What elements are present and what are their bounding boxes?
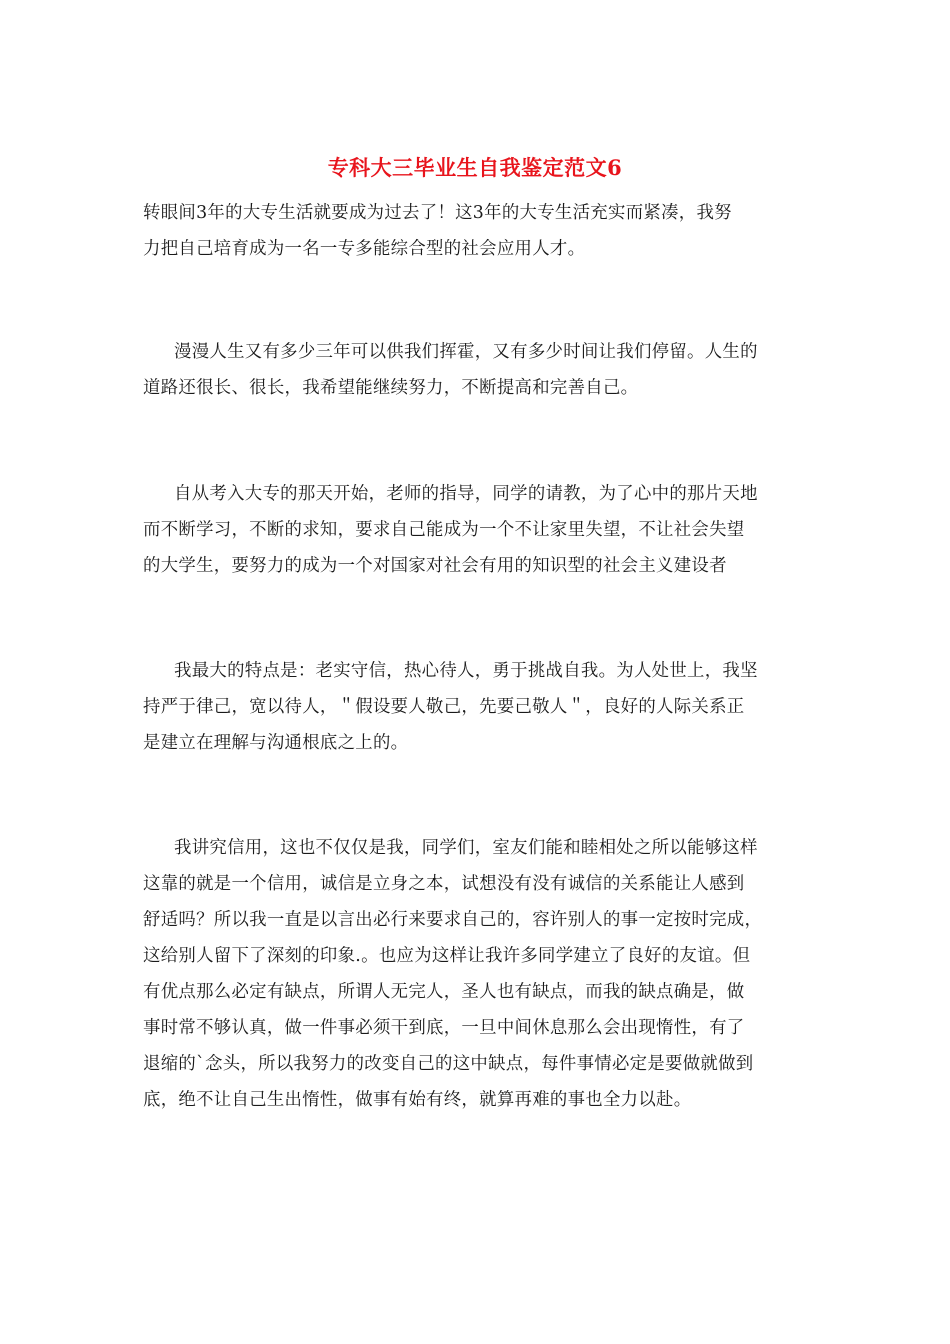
- paragraph-line: 退缩的`念头，所以我努力的改变自己的这中缺点，每件事情必定是要做就做到: [143, 1054, 754, 1074]
- paragraph-5: [143, 830, 807, 1118]
- paragraph-line: 这靠的就是一个信用，诚信是立身之本，试想没有没有诚信的关系能让人感到: [143, 874, 745, 894]
- paragraph-line: 转眼间3年的大专生活就要成为过去了！这3年的大专生活充实而紧凑，我努: [143, 203, 732, 223]
- paragraph-line: 道路还很长、很长，我希望能继续努力，不断提高和完善自己。: [143, 378, 639, 398]
- paragraph-line: 力把自己培育成为一名一专多能综合型的社会应用人才。: [143, 239, 586, 259]
- paragraph-line: 自从考入大专的那天开始，老师的指导，同学的请教，为了心中的那片天地: [174, 484, 758, 504]
- paragraph-line: 持严于律己，宽以待人，＂假设要人敬己，先要己敬人＂，良好的人际关系正: [143, 697, 745, 717]
- paragraph-line: 漫漫人生又有多少三年可以供我们挥霍，又有多少时间让我们停留。人生的: [174, 342, 758, 362]
- paragraph-line: 有优点那么必定有缺点，所谓人无完人，圣人也有缺点，而我的缺点确是，做: [143, 982, 745, 1002]
- paragraph-3: [143, 476, 807, 584]
- paragraph-4: [143, 653, 807, 761]
- paragraph-line: 这给别人留下了深刻的印象.。也应为这样让我许多同学建立了良好的友谊。但: [143, 946, 751, 966]
- paragraph-line: 的大学生，要努力的成为一个对国家对社会有用的知识型的社会主义建设者: [143, 556, 727, 576]
- paragraph-line: 底，绝不让自己生出惰性，做事有始有终，就算再难的事也全力以赴。: [143, 1090, 692, 1110]
- paragraph-line: 事时常不够认真，做一件事必须干到底，一旦中间休息那么会出现惰性，有了: [143, 1018, 745, 1038]
- paragraph-line: 我讲究信用，这也不仅仅是我，同学们，室友们能和睦相处之所以能够这样: [174, 838, 758, 858]
- paragraph-line: 而不断学习，不断的求知，要求自己能成为一个不让家里失望，不让社会失望: [143, 520, 745, 540]
- paragraph-1: [143, 195, 807, 267]
- paragraph-line: 舒适吗？所以我一直是以言出必行来要求自己的，容许别人的事一定按时完成，: [143, 910, 763, 930]
- paragraph-2: [143, 334, 807, 406]
- paragraph-line: 我最大的特点是：老实守信，热心待人，勇于挑战自我。为人处世上，我坚: [174, 661, 758, 681]
- paragraph-line: 是建立在理解与沟通根底之上的。: [143, 733, 409, 753]
- document-title: 专科大三毕业生自我鉴定范文6: [327, 155, 623, 180]
